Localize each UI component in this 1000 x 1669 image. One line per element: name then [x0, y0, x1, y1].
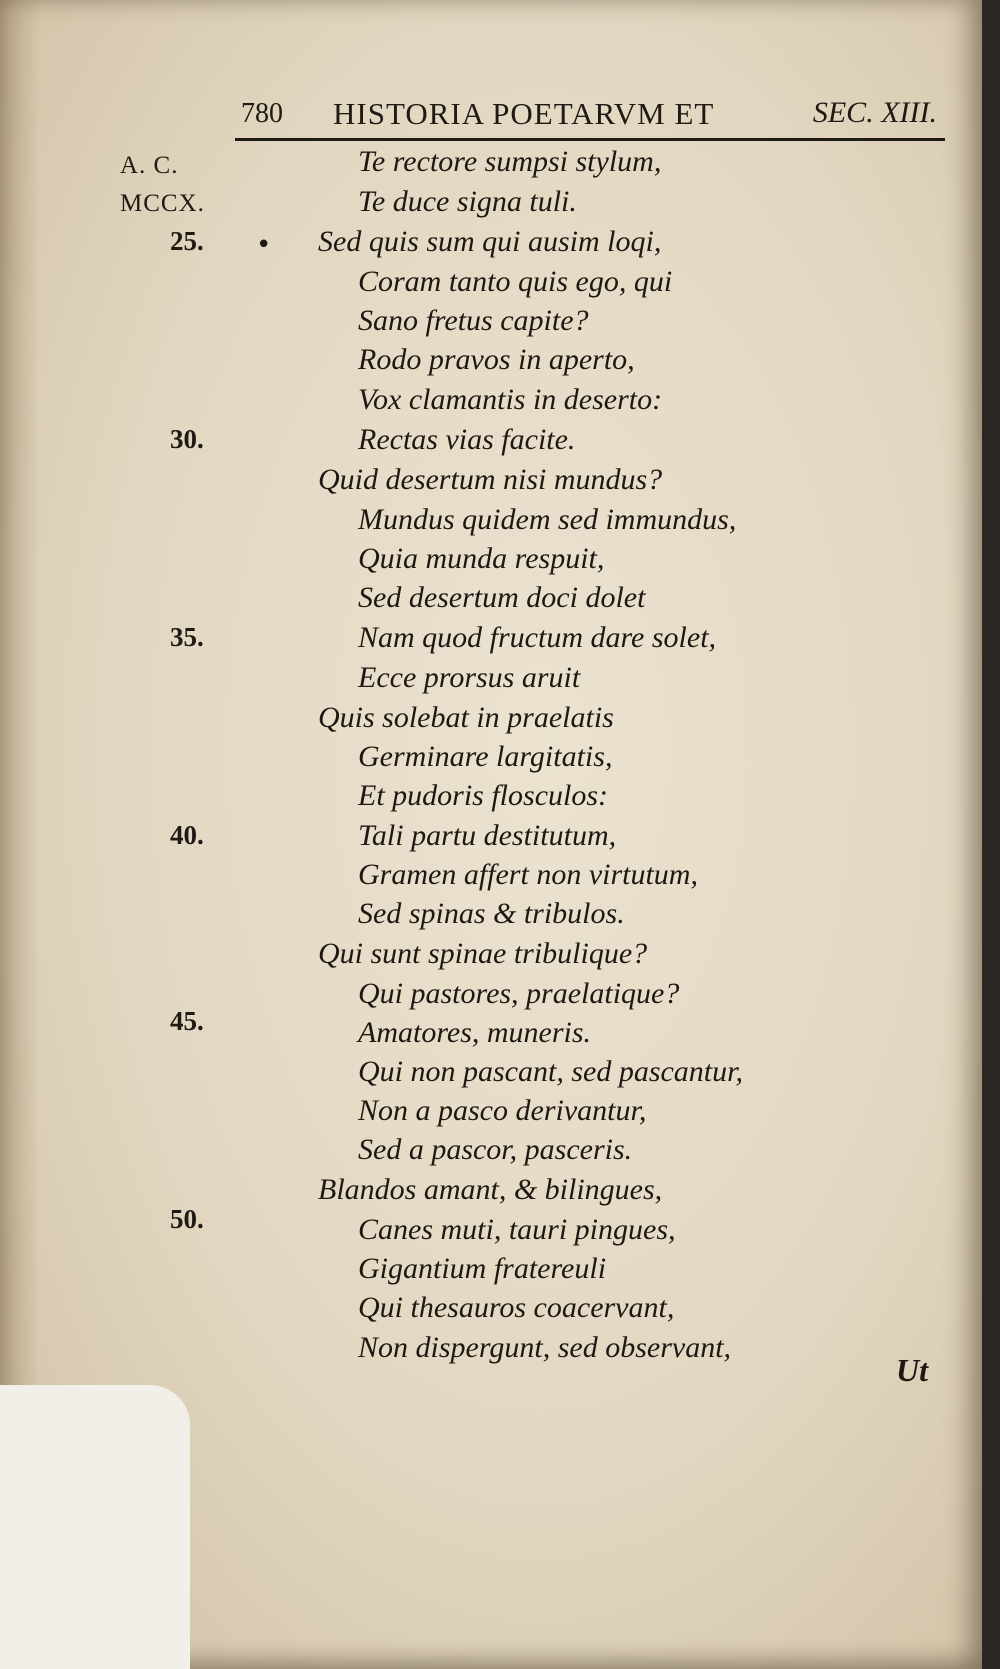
verse-line: Quis solebat in praelatis	[318, 701, 614, 734]
line-number-50: 50.	[170, 1204, 204, 1234]
blank-paper-patch	[0, 1385, 190, 1669]
verse-line: Germinare largitatis,	[358, 740, 613, 773]
verse-line: Sed a pascor, pasceris.	[358, 1133, 633, 1166]
line-number-30: 30.	[170, 424, 204, 454]
verse-line: Qui non pascant, sed pascantur,	[358, 1055, 743, 1088]
margin-era: A. C.	[120, 152, 179, 179]
running-title: HISTORIA POETARVM ET	[333, 96, 715, 131]
verse-line: Rectas vias facite.	[358, 423, 576, 456]
catchword: Ut	[896, 1352, 928, 1388]
margin-year: MCCX.	[120, 190, 205, 217]
verse-line: Sed desertum doci dolet	[358, 581, 646, 614]
verse-line: Et pudoris flosculos:	[358, 779, 609, 812]
verse-line: Non dispergunt, sed observant,	[358, 1331, 732, 1364]
verse-line: Te duce signa tuli.	[358, 185, 577, 218]
verse-line: Non a pasco derivantur,	[358, 1094, 647, 1127]
verse-line: Ecce prorsus aruit	[358, 661, 581, 694]
section-label: SEC. XIII.	[812, 96, 937, 129]
line-number-35: 35.	[170, 622, 204, 652]
verse-marker: •	[256, 230, 272, 260]
verse-line: Sed spinas & tribulos.	[358, 897, 625, 930]
verse-line: Te rectore sumpsi stylum,	[358, 145, 662, 178]
verse-line: Quid desertum nisi mundus?	[318, 463, 663, 496]
line-number-40: 40.	[170, 820, 204, 850]
line-number-25: 25.	[170, 226, 204, 256]
line-number-45: 45.	[170, 1006, 204, 1036]
verse-line: Sano fretus capite?	[358, 304, 589, 337]
verse-line: Mundus quidem sed immundus,	[358, 503, 737, 536]
verse-line: Coram tanto quis ego, qui	[358, 265, 673, 298]
verse-line: Blandos amant, & bilingues,	[318, 1173, 663, 1206]
verse-line: Sed quis sum qui ausim loqi,	[318, 225, 662, 258]
verse-line: Canes muti, tauri pingues,	[358, 1213, 676, 1246]
verse-line: Qui pastores, praelatique?	[358, 977, 680, 1010]
verse-line: Nam quod fructum dare solet,	[358, 621, 717, 654]
folio-number: 780	[241, 98, 283, 129]
verse-line: Rodo pravos in aperto,	[358, 343, 635, 376]
verse-line: Gigantium fratereuli	[358, 1252, 607, 1285]
verse-line: Amatores, muneris.	[358, 1016, 592, 1049]
verse-line: Gramen affert non virtutum,	[358, 858, 698, 891]
verse-line: Qui sunt spinae tribulique?	[318, 937, 648, 970]
page-header	[235, 92, 945, 141]
verse-line: Vox clamantis in deserto:	[358, 383, 663, 416]
verse-line: Qui thesauros coacervant,	[358, 1291, 675, 1324]
verse-line: Quia munda respuit,	[358, 542, 605, 575]
verse-line: Tali partu destitutum,	[358, 819, 617, 852]
